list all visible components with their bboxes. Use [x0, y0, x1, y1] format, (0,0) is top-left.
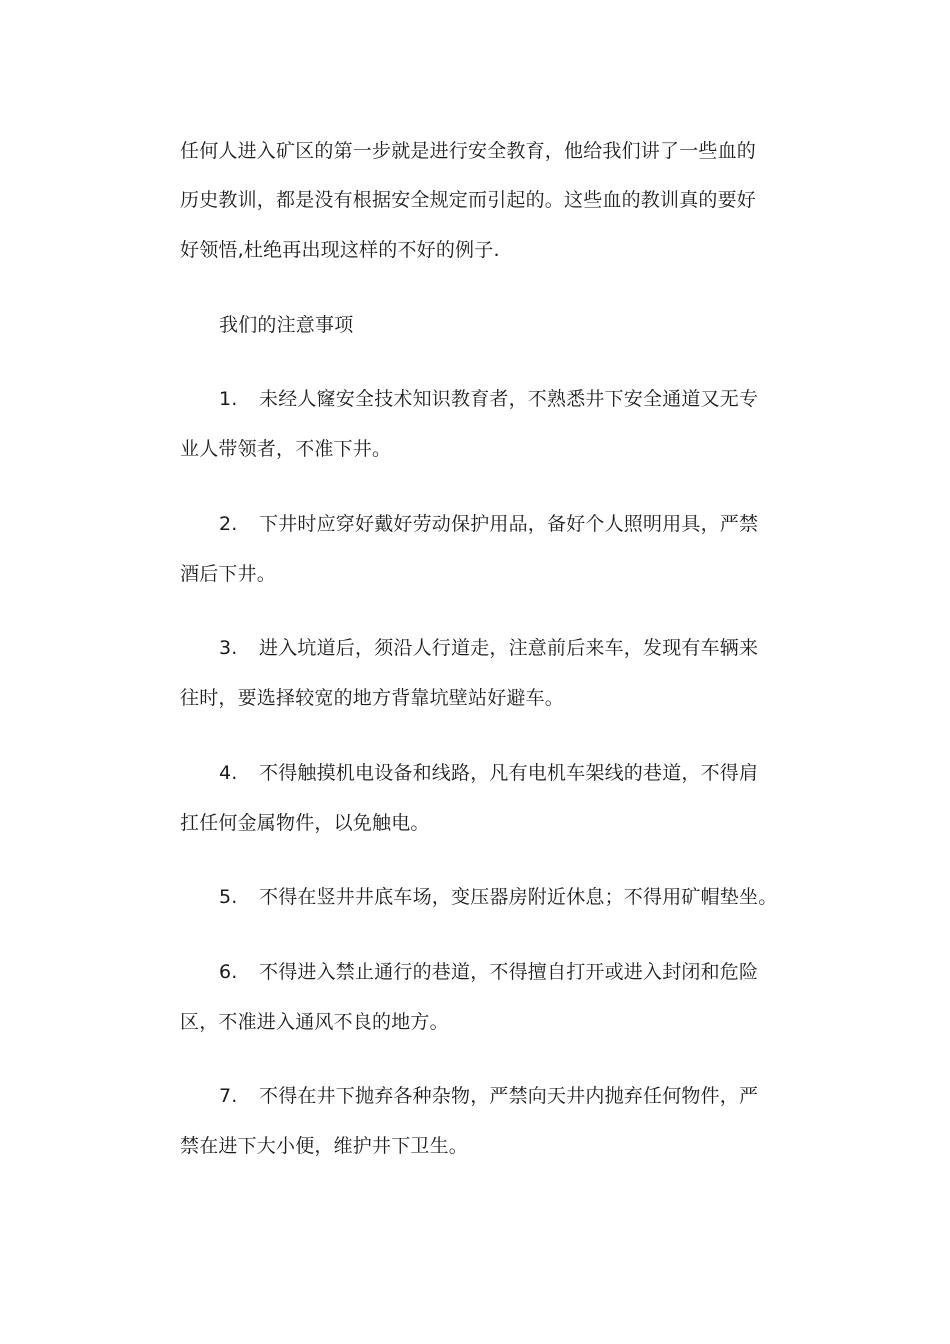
list-item-text: 不得在竖井井底车场，变压器房附近休息；不得用矿帽垫坐。 — [259, 886, 778, 908]
list-item-7-line-1 — [219, 1084, 758, 1108]
list-item-3-line-2: 往时，要选择较宽的地方背靠坑壁站好避车。 — [180, 687, 565, 709]
list-item-4-line-2: 扛任何金属物件，以免触电。 — [180, 812, 430, 834]
list-item-number: 2. — [219, 513, 238, 535]
list-item-4-line-1 — [219, 761, 758, 785]
list-item-text: 不得触摸机电设备和线路，凡有电机车架线的巷道，不得肩 — [259, 762, 759, 784]
list-item-text: 不得进入禁止通行的巷道，不得擅自打开或进入封闭和危险 — [259, 961, 759, 983]
intro-line-3: 好领悟,杜绝再出现这样的不好的例子. — [180, 239, 500, 261]
list-item-2-line-2: 酒后下井。 — [180, 563, 277, 585]
list-item-number: 5. — [219, 886, 238, 908]
list-item-6-line-2: 区，不准进入通风不良的地方。 — [180, 1011, 449, 1033]
list-item-text: 未经人窿安全技术知识教育者，不熟悉井下安全通道又无专 — [259, 388, 759, 410]
list-item-number: 7. — [219, 1085, 238, 1107]
list-item-number: 3. — [219, 637, 238, 659]
list-item-1-line-1 — [219, 387, 758, 411]
list-item-7-line-2: 禁在进下大小便，维护井下卫生。 — [180, 1135, 469, 1157]
list-item-text: 下井时应穿好戴好劳动保护用品，备好个人照明用具，严禁 — [259, 513, 759, 535]
list-item-number: 4. — [219, 762, 238, 784]
list-item-3-line-1 — [219, 636, 758, 660]
list-item-text: 不得在井下抛弃各种杂物，严禁向天井内抛弃任何物件，严 — [259, 1085, 759, 1107]
intro-line-2: 历史教训，都是没有根据安全规定而引起的。这些血的教训真的要好 — [180, 189, 757, 211]
list-item-6-line-1 — [219, 960, 758, 984]
list-item-2-line-1 — [219, 512, 758, 536]
list-item-number: 1. — [219, 388, 238, 410]
list-item-1-line-2: 业人带领者，不准下井。 — [180, 438, 392, 460]
section-heading: 我们的注意事项 — [219, 314, 354, 336]
list-item-number: 6. — [219, 961, 238, 983]
list-item-text: 进入坑道后，须沿人行道走，注意前后来车，发现有车辆来 — [259, 637, 759, 659]
list-item-5-line-1 — [219, 885, 777, 909]
intro-line-1: 任何人进入矿区的第一步就是进行安全教育，他给我们讲了一些血的 — [180, 140, 757, 162]
